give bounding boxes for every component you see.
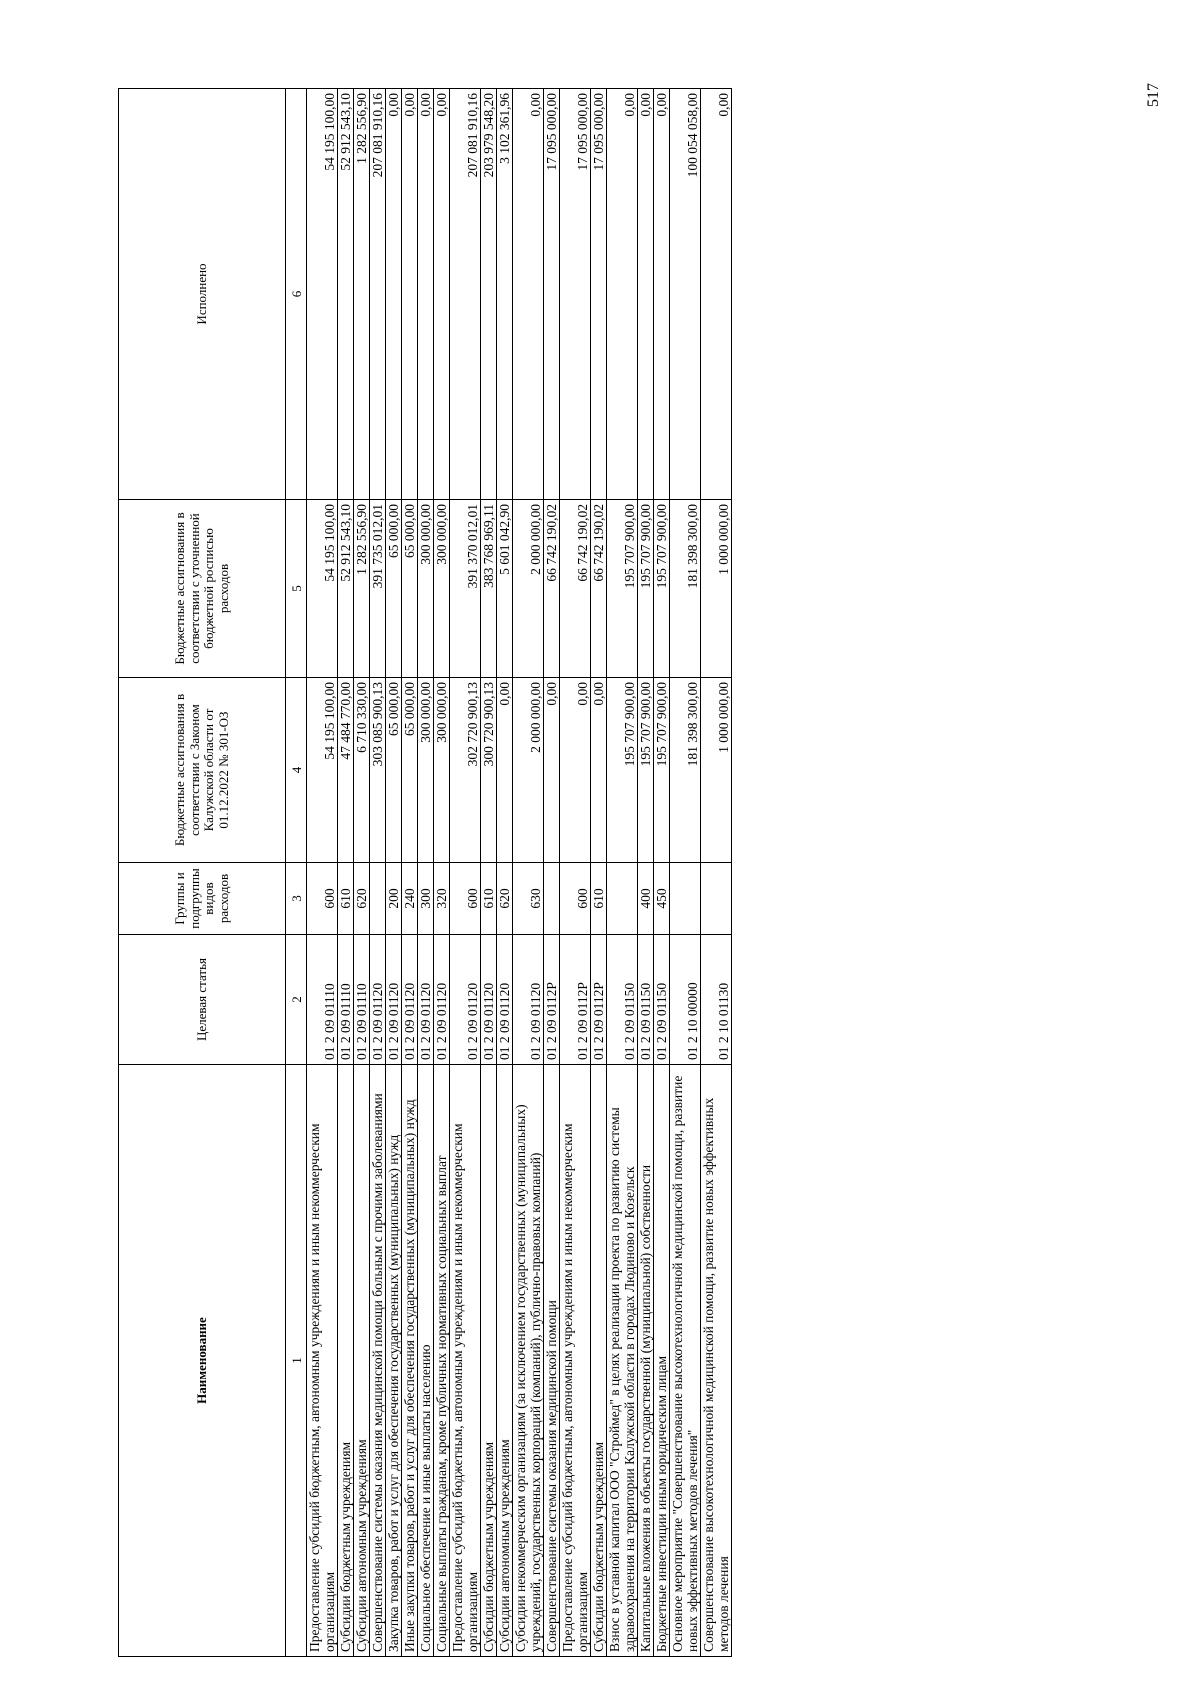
row-expense-group-cell: 240 bbox=[402, 863, 418, 935]
table-row bbox=[418, 89, 434, 1657]
row-executed-amount-cell: 100 054 058,00 bbox=[670, 89, 701, 500]
row-law-amount-cell: 0,00 bbox=[560, 678, 591, 863]
row-revised-amount-cell: 54 195 100,00 bbox=[307, 500, 338, 678]
row-revised-amount-cell: 195 707 900,00 bbox=[654, 500, 670, 678]
table-row bbox=[307, 89, 338, 1657]
row-expense-group-cell: 450 bbox=[654, 863, 670, 935]
row-expense-group-cell: 200 bbox=[386, 863, 402, 935]
row-law-amount-cell: 300 000,00 bbox=[418, 678, 434, 863]
row-executed-amount-cell: 17 095 000,00 bbox=[544, 89, 560, 500]
row-target-article-cell: 01 2 10 00000 bbox=[670, 935, 701, 1065]
row-executed-amount-cell: 207 081 910,16 bbox=[370, 89, 386, 500]
row-law-amount-cell: 54 195 100,00 bbox=[307, 678, 338, 863]
row-executed-amount-cell: 52 912 543,10 bbox=[338, 89, 354, 500]
row-law-amount-cell: 2 000 000,00 bbox=[513, 678, 544, 863]
row-law-amount-cell: 6 710 330,00 bbox=[354, 678, 370, 863]
column-number: 6 bbox=[286, 89, 307, 500]
row-name-cell: Предоставление субсидий бюджетным, автономным учреждениям и иным некоммерческим организациям bbox=[307, 1065, 338, 1657]
row-name-cell: Социальное обеспечение и иные выплаты населению bbox=[418, 1065, 434, 1657]
row-revised-amount-cell: 1 000 000,00 bbox=[701, 500, 732, 678]
table-row bbox=[386, 89, 402, 1657]
table-row bbox=[607, 89, 638, 1657]
row-expense-group-cell: 400 bbox=[638, 863, 654, 935]
table-row bbox=[434, 89, 450, 1657]
column-number: 4 bbox=[286, 678, 307, 863]
row-law-amount-cell: 0,00 bbox=[544, 678, 560, 863]
row-name-cell: Предоставление субсидий бюджетным, автономным учреждениям и иным некоммерческим организациям bbox=[560, 1065, 591, 1657]
table-row bbox=[481, 89, 497, 1657]
row-target-article-cell: 01 2 09 0112Р bbox=[560, 935, 591, 1065]
table-body bbox=[307, 89, 732, 1657]
row-expense-group-cell: 300 bbox=[418, 863, 434, 935]
column-number: 3 bbox=[286, 863, 307, 935]
row-expense-group-cell: 600 bbox=[560, 863, 591, 935]
row-name-cell: Субсидии автономным учреждениям bbox=[354, 1065, 370, 1657]
header-target-article: Целевая статья bbox=[119, 935, 286, 1065]
row-name-cell: Взнос в уставной капитал ООО "Строймед" в целях реализации проекта по развитию системы здравоохранения на территории Калужской области в городах Людиново и Козельск bbox=[607, 1065, 638, 1657]
row-expense-group-cell: 600 bbox=[450, 863, 481, 935]
row-law-amount-cell: 195 707 900,00 bbox=[607, 678, 638, 863]
row-expense-group-cell: 600 bbox=[307, 863, 338, 935]
row-name-cell: Субсидии бюджетным учреждениям bbox=[338, 1065, 354, 1657]
table-row bbox=[497, 89, 513, 1657]
row-target-article-cell: 01 2 09 01150 bbox=[638, 935, 654, 1065]
row-name-cell: Субсидии автономным учреждениям bbox=[497, 1065, 513, 1657]
row-target-article-cell: 01 2 09 01120 bbox=[402, 935, 418, 1065]
row-target-article-cell: 01 2 09 01110 bbox=[338, 935, 354, 1065]
row-revised-amount-cell: 195 707 900,00 bbox=[607, 500, 638, 678]
row-target-article-cell: 01 2 09 01150 bbox=[607, 935, 638, 1065]
row-expense-group-cell bbox=[701, 863, 732, 935]
row-expense-group-cell bbox=[544, 863, 560, 935]
column-number: 2 bbox=[286, 935, 307, 1065]
row-law-amount-cell: 300 720 900,13 bbox=[481, 678, 497, 863]
header-law-allocations: Бюджетные ассигнования в соответствии с Законом Калужской области от 01.12.2022 № 301-ОЗ bbox=[119, 678, 286, 863]
row-executed-amount-cell: 0,00 bbox=[701, 89, 732, 500]
row-law-amount-cell: 300 000,00 bbox=[434, 678, 450, 863]
row-target-article-cell: 01 2 09 01120 bbox=[513, 935, 544, 1065]
table-row bbox=[638, 89, 654, 1657]
table-row bbox=[370, 89, 386, 1657]
row-revised-amount-cell: 66 742 190,02 bbox=[560, 500, 591, 678]
row-name-cell: Субсидии бюджетным учреждениям bbox=[591, 1065, 607, 1657]
table-row bbox=[560, 89, 591, 1657]
row-expense-group-cell: 610 bbox=[481, 863, 497, 935]
row-target-article-cell: 01 2 09 01120 bbox=[370, 935, 386, 1065]
row-law-amount-cell: 65 000,00 bbox=[386, 678, 402, 863]
row-revised-amount-cell: 181 398 300,00 bbox=[670, 500, 701, 678]
row-law-amount-cell: 47 484 770,00 bbox=[338, 678, 354, 863]
row-revised-amount-cell: 65 000,00 bbox=[386, 500, 402, 678]
row-name-cell: Социальные выплаты гражданам, кроме публичных нормативных социальных выплат bbox=[434, 1065, 450, 1657]
table-row bbox=[354, 89, 370, 1657]
row-executed-amount-cell: 17 095 000,00 bbox=[560, 89, 591, 500]
row-target-article-cell: 01 2 09 01150 bbox=[654, 935, 670, 1065]
row-law-amount-cell: 65 000,00 bbox=[402, 678, 418, 863]
row-law-amount-cell: 181 398 300,00 bbox=[670, 678, 701, 863]
row-revised-amount-cell: 300 000,00 bbox=[418, 500, 434, 678]
row-revised-amount-cell: 52 912 543,10 bbox=[338, 500, 354, 678]
table-row bbox=[402, 89, 418, 1657]
table-row bbox=[670, 89, 701, 1657]
row-revised-amount-cell: 195 707 900,00 bbox=[638, 500, 654, 678]
row-target-article-cell: 01 2 09 01120 bbox=[450, 935, 481, 1065]
row-expense-group-cell: 620 bbox=[497, 863, 513, 935]
row-revised-amount-cell: 5 601 042,90 bbox=[497, 500, 513, 678]
row-name-cell: Капитальные вложения в объекты государственной (муниципальной) собственности bbox=[638, 1065, 654, 1657]
row-executed-amount-cell: 203 979 548,20 bbox=[481, 89, 497, 500]
row-expense-group-cell: 630 bbox=[513, 863, 544, 935]
page-number: 517 bbox=[1145, 83, 1162, 107]
row-executed-amount-cell: 17 095 000,00 bbox=[591, 89, 607, 500]
row-revised-amount-cell: 65 000,00 bbox=[402, 500, 418, 678]
row-executed-amount-cell: 3 102 361,96 bbox=[497, 89, 513, 500]
row-target-article-cell: 01 2 09 01110 bbox=[354, 935, 370, 1065]
column-number: 5 bbox=[286, 500, 307, 678]
header-executed: Исполнено bbox=[119, 89, 286, 500]
row-target-article-cell: 01 2 09 01110 bbox=[307, 935, 338, 1065]
row-target-article-cell: 01 2 09 01120 bbox=[481, 935, 497, 1065]
row-executed-amount-cell: 0,00 bbox=[418, 89, 434, 500]
header-revised-allocations: Бюджетные ассигнования в соответствии с уточненной бюджетной росписью расходов bbox=[119, 500, 286, 678]
row-target-article-cell: 01 2 09 01120 bbox=[497, 935, 513, 1065]
row-executed-amount-cell: 0,00 bbox=[654, 89, 670, 500]
row-expense-group-cell bbox=[607, 863, 638, 935]
row-law-amount-cell: 1 000 000,00 bbox=[701, 678, 732, 863]
row-law-amount-cell: 302 720 900,13 bbox=[450, 678, 481, 863]
row-expense-group-cell bbox=[370, 863, 386, 935]
row-law-amount-cell: 303 085 900,13 bbox=[370, 678, 386, 863]
column-number: 1 bbox=[286, 1065, 307, 1657]
row-executed-amount-cell: 0,00 bbox=[513, 89, 544, 500]
table-row bbox=[591, 89, 607, 1657]
row-executed-amount-cell: 1 282 556,90 bbox=[354, 89, 370, 500]
row-executed-amount-cell: 0,00 bbox=[638, 89, 654, 500]
row-expense-group-cell: 610 bbox=[338, 863, 354, 935]
row-target-article-cell: 01 2 10 01130 bbox=[701, 935, 732, 1065]
budget-table-wrapper bbox=[118, 89, 732, 1657]
row-name-cell: Совершенствование системы оказания медицинской помощи больным с прочими заболеваниями bbox=[370, 1065, 386, 1657]
table-row bbox=[338, 89, 354, 1657]
row-target-article-cell: 01 2 09 01120 bbox=[434, 935, 450, 1065]
table-header bbox=[119, 89, 307, 1657]
row-executed-amount-cell: 0,00 bbox=[386, 89, 402, 500]
column-number-row bbox=[286, 89, 307, 1657]
header-name: Наименование bbox=[119, 1065, 286, 1657]
row-name-cell: Субсидии некоммерческим организациям (за исключением государственных (муниципальных) учреждений, государственных корпораций (компаний), публично-правовых компаний) bbox=[513, 1065, 544, 1657]
header-row bbox=[119, 89, 286, 1657]
row-law-amount-cell: 195 707 900,00 bbox=[654, 678, 670, 863]
row-executed-amount-cell: 0,00 bbox=[402, 89, 418, 500]
row-name-cell: Совершенствование системы оказания медицинской помощи bbox=[544, 1065, 560, 1657]
table-row bbox=[701, 89, 732, 1657]
table-row bbox=[654, 89, 670, 1657]
row-expense-group-cell bbox=[670, 863, 701, 935]
budget-execution-table bbox=[118, 88, 732, 1657]
row-executed-amount-cell: 0,00 bbox=[607, 89, 638, 500]
row-revised-amount-cell: 391 370 012,01 bbox=[450, 500, 481, 678]
row-name-cell: Субсидии бюджетным учреждениям bbox=[481, 1065, 497, 1657]
row-target-article-cell: 01 2 09 0112Р bbox=[544, 935, 560, 1065]
row-target-article-cell: 01 2 09 01120 bbox=[418, 935, 434, 1065]
row-target-article-cell: 01 2 09 01120 bbox=[386, 935, 402, 1065]
row-executed-amount-cell: 0,00 bbox=[434, 89, 450, 500]
row-name-cell: Закупка товаров, работ и услуг для обеспечения государственных (муниципальных) нужд bbox=[386, 1065, 402, 1657]
row-name-cell: Иные закупки товаров, работ и услуг для обеспечения государственных (муниципальных) нужд bbox=[402, 1065, 418, 1657]
row-revised-amount-cell: 391 735 012,01 bbox=[370, 500, 386, 678]
table-row bbox=[513, 89, 544, 1657]
table-row bbox=[450, 89, 481, 1657]
row-name-cell: Предоставление субсидий бюджетным, автономным учреждениям и иным некоммерческим организациям bbox=[450, 1065, 481, 1657]
table-row bbox=[544, 89, 560, 1657]
row-expense-group-cell: 610 bbox=[591, 863, 607, 935]
row-revised-amount-cell: 383 768 969,11 bbox=[481, 500, 497, 678]
row-revised-amount-cell: 66 742 190,02 bbox=[591, 500, 607, 678]
row-revised-amount-cell: 66 742 190,02 bbox=[544, 500, 560, 678]
row-revised-amount-cell: 2 000 000,00 bbox=[513, 500, 544, 678]
row-expense-group-cell: 620 bbox=[354, 863, 370, 935]
row-revised-amount-cell: 1 282 556,90 bbox=[354, 500, 370, 678]
header-expense-groups: Группы и подгруппы видов расходов bbox=[119, 863, 286, 935]
row-target-article-cell: 01 2 09 0112Р bbox=[591, 935, 607, 1065]
row-expense-group-cell: 320 bbox=[434, 863, 450, 935]
row-executed-amount-cell: 207 081 910,16 bbox=[450, 89, 481, 500]
row-name-cell: Совершенствование высокотехнологичной медицинской помощи, развитие новых эффективных методов лечения bbox=[701, 1065, 732, 1657]
row-law-amount-cell: 0,00 bbox=[497, 678, 513, 863]
row-name-cell: Бюджетные инвестиции иным юридическим лицам bbox=[654, 1065, 670, 1657]
row-law-amount-cell: 195 707 900,00 bbox=[638, 678, 654, 863]
row-name-cell: Основное мероприятие "Совершенствование высокотехнологичной медицинской помощи, развитие новых эффективных методов лечения" bbox=[670, 1065, 701, 1657]
row-executed-amount-cell: 54 195 100,00 bbox=[307, 89, 338, 500]
row-law-amount-cell: 0,00 bbox=[591, 678, 607, 863]
row-revised-amount-cell: 300 000,00 bbox=[434, 500, 450, 678]
